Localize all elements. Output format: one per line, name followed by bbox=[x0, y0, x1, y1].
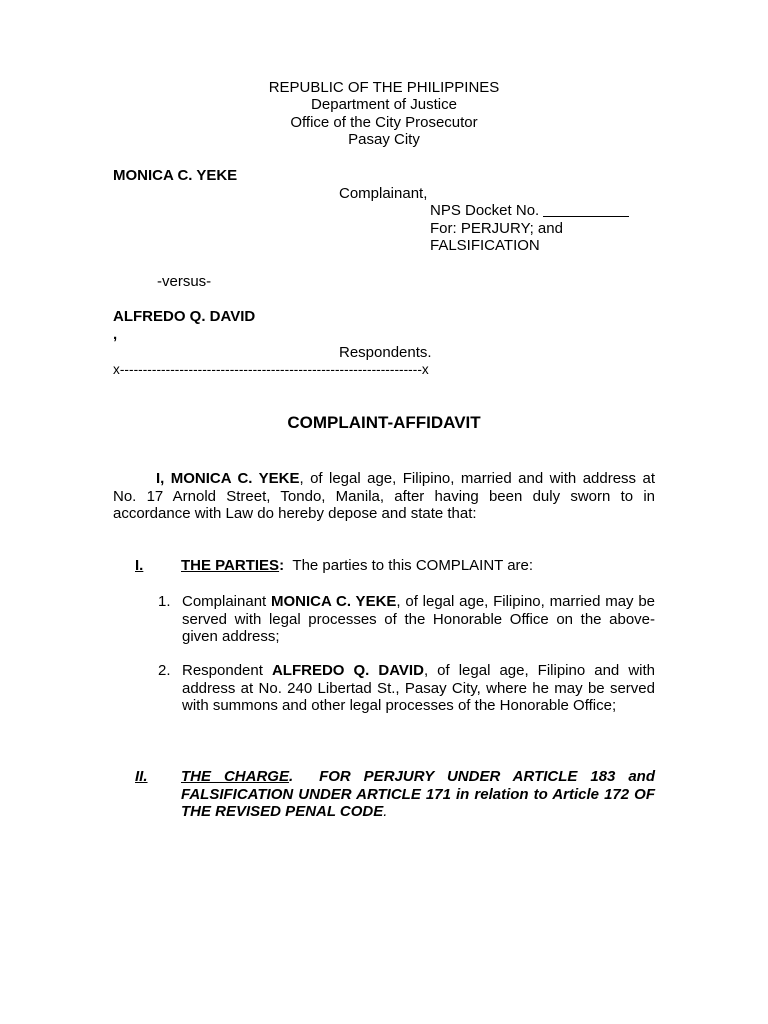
respondent-name: ALFREDO Q. DAVID bbox=[113, 308, 256, 325]
docket-blank bbox=[543, 202, 629, 217]
charge-for-line2: FALSIFICATION bbox=[430, 237, 540, 254]
section-charge bbox=[135, 768, 655, 822]
complainant-label: Complainant, bbox=[339, 185, 428, 202]
header-republic: REPUBLIC OF THE PHILIPPINES bbox=[268, 79, 500, 96]
list-item-post: , of legal age, Filipino, married may be served with legal processes of the Honorable Office on the above-given address; bbox=[182, 593, 655, 645]
docket-label: NPS Docket No. bbox=[430, 202, 540, 219]
charge-for-line1: For: PERJURY; and bbox=[430, 220, 563, 237]
section-charge-body: FOR PERJURY UNDER ARTICLE 183 and FALSIFICATION UNDER ARTICLE 171 in relation to Article 172 OF THE REVISED PENAL CODE bbox=[181, 768, 656, 820]
header-office: Office of the City Prosecutor bbox=[290, 114, 478, 131]
list-item-post: , of legal age, Filipino and with address at No. 240 Libertad St., Pasay City, where he may be served with summons and other legal processes of the Honorable Office; bbox=[182, 662, 655, 714]
list-item-pre: Complainant bbox=[182, 593, 271, 610]
versus-label: -versus- bbox=[157, 273, 212, 290]
document-title: COMPLAINT-AFFIDAVIT bbox=[287, 413, 481, 432]
list-item-text bbox=[182, 593, 655, 646]
intro-paragraph bbox=[113, 470, 655, 523]
docket-number-line bbox=[430, 202, 629, 220]
section-charge-dot: . bbox=[288, 768, 294, 785]
respondent-comma: , bbox=[113, 326, 118, 343]
section-charge-number: II. bbox=[135, 768, 148, 785]
section-parties-text: The parties to this COMPLAINT are: bbox=[292, 557, 534, 574]
affiant-name: I, MONICA C. YEKE bbox=[156, 470, 300, 487]
list-item-number: 1. bbox=[158, 593, 171, 610]
section-parties bbox=[135, 557, 655, 575]
list-item-number: 2. bbox=[158, 662, 171, 679]
list-item-name: ALFREDO Q. DAVID bbox=[271, 662, 424, 679]
section-parties-heading: THE PARTIES bbox=[181, 557, 280, 574]
section-charge-heading: THE CHARGE bbox=[181, 768, 289, 785]
respondent-label: Respondents. bbox=[339, 344, 432, 361]
header-department: Department of Justice bbox=[311, 96, 457, 113]
section-charge-end: . bbox=[383, 803, 388, 820]
list-item-name: MONICA C. YEKE bbox=[271, 593, 397, 610]
list-item-complainant bbox=[158, 593, 655, 646]
caption-separator: x------------------------------------------------------------------x bbox=[113, 362, 429, 377]
list-item-text bbox=[182, 662, 655, 715]
list-item-respondent bbox=[158, 662, 655, 734]
complainant-name: MONICA C. YEKE bbox=[113, 167, 238, 184]
list-item-pre: Respondent bbox=[182, 662, 272, 679]
section-parties-colon: : bbox=[279, 557, 285, 574]
header-city: Pasay City bbox=[348, 131, 420, 148]
section-parties-number: I. bbox=[135, 557, 144, 574]
section-charge-text bbox=[181, 768, 655, 821]
intro-text: , of legal age, Filipino, married and with address at No. 17 Arnold Street, Tondo, Manila, after having been duly sworn to in accordance with Law do hereby depose and state that: bbox=[113, 470, 655, 522]
